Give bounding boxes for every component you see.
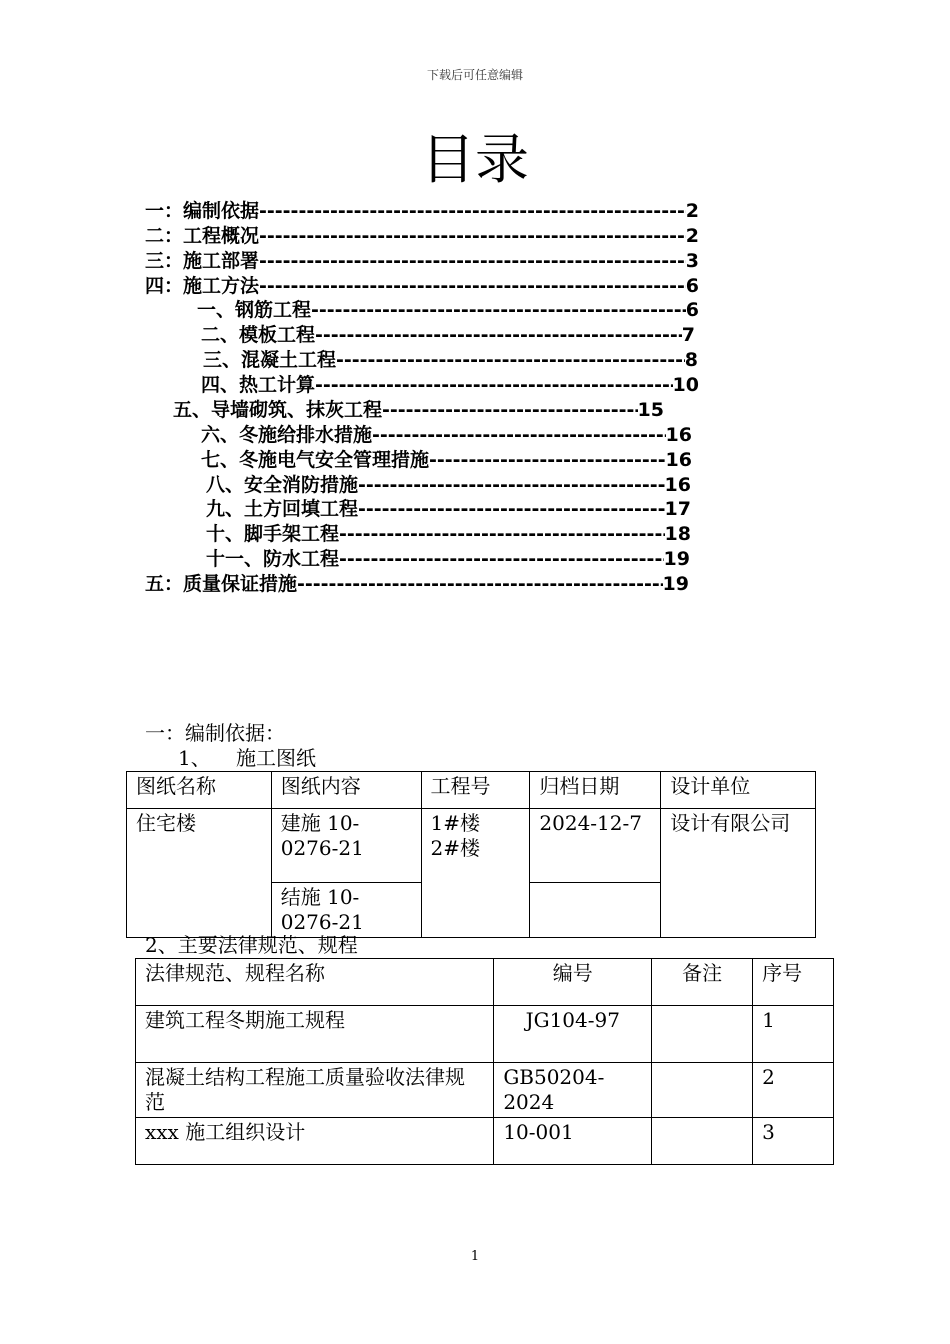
table-header-row xyxy=(136,959,834,1006)
toc-entry-text: 六、冬施给排水措施 xyxy=(201,424,373,446)
regulations-table xyxy=(135,958,834,1165)
regulation-note-cell xyxy=(652,1118,753,1165)
toc-entry[interactable] xyxy=(145,199,699,224)
toc-entry[interactable] xyxy=(201,323,695,348)
toc-entry[interactable] xyxy=(197,298,699,323)
page-number: 1 xyxy=(470,1249,480,1264)
table-header-cell: 归档日期 xyxy=(530,772,661,809)
toc-entry[interactable] xyxy=(145,224,699,249)
design-unit-cell: 设计有限公司 xyxy=(661,809,816,938)
regulation-code-cell: 10-001 xyxy=(494,1118,652,1165)
toc-entry[interactable] xyxy=(206,547,690,572)
toc-leader xyxy=(339,522,665,547)
toc-leader xyxy=(311,298,686,323)
drawing-content-cell: 结施 10-0276-21 xyxy=(271,883,421,938)
regulation-code-cell: GB50204-2024 xyxy=(494,1063,652,1118)
subsection-2-title: 2、主要法律规范、规程 xyxy=(145,933,358,957)
table-header-cell: 图纸名称 xyxy=(127,772,272,809)
toc-entry-page: 19 xyxy=(662,573,689,595)
toc-entry[interactable] xyxy=(201,448,692,473)
toc-entry-text: 十、脚手架工程 xyxy=(206,523,340,545)
regulation-name-cell: 混凝土结构工程施工质量验收法律规范 xyxy=(136,1063,494,1118)
subsection-1-number: 1、 xyxy=(178,746,211,770)
section-heading: 一：编制依据： xyxy=(145,721,285,745)
toc-entry-text: 七、冬施电气安全管理措施 xyxy=(201,449,430,471)
toc-entry-text: 八、安全消防措施 xyxy=(206,474,359,496)
toc-leader xyxy=(382,398,638,423)
toc-leader xyxy=(429,448,666,473)
toc-entry-page: 8 xyxy=(684,349,698,371)
toc-leader xyxy=(336,348,685,373)
toc-entry-text: 一：编制依据 xyxy=(145,200,260,222)
table-header-cell: 图纸内容 xyxy=(271,772,421,809)
toc-entry-text: 五：质量保证措施 xyxy=(145,573,298,595)
toc-entry-page: 6 xyxy=(685,299,699,321)
subsection-1-title: 施工图纸 xyxy=(236,746,316,770)
table-header-cell: 编号 xyxy=(494,959,652,1006)
toc-entry-page: 2 xyxy=(685,200,699,222)
toc-leader xyxy=(315,373,673,398)
toc-entry-text: 九、土方回填工程 xyxy=(206,498,359,520)
toc-entry-text: 十一、防水工程 xyxy=(206,548,340,570)
table-row xyxy=(136,1006,834,1063)
toc-entry-text: 三：施工部署 xyxy=(145,250,260,272)
toc-leader xyxy=(259,224,686,249)
toc-entry-page: 3 xyxy=(685,250,699,272)
toc-entry-page: 10 xyxy=(672,374,699,396)
toc-entry[interactable] xyxy=(145,249,699,274)
project-number-cell: 1#楼 2#楼 xyxy=(421,809,530,938)
toc-leader xyxy=(358,473,665,498)
toc-title: 目录 xyxy=(421,128,529,191)
toc-entry[interactable] xyxy=(206,522,691,547)
toc-entry[interactable] xyxy=(201,423,692,448)
drawings-table xyxy=(126,771,816,938)
toc-leader xyxy=(259,249,686,274)
table-row xyxy=(136,1063,834,1118)
toc-entry-page: 19 xyxy=(663,548,690,570)
regulation-seq-cell: 1 xyxy=(753,1006,834,1063)
toc-leader xyxy=(297,572,663,597)
table-header-cell: 法律规范、规程名称 xyxy=(136,959,494,1006)
drawing-name-cell: 住宅楼 xyxy=(127,809,272,938)
toc-leader xyxy=(259,274,686,299)
regulation-name-cell: xxx 施工组织设计 xyxy=(136,1118,494,1165)
table-header-cell: 设计单位 xyxy=(661,772,816,809)
header-note: 下载后可任意编辑 xyxy=(426,68,523,82)
toc-entry-text: 二、模板工程 xyxy=(201,324,316,346)
toc-entry-page: 15 xyxy=(637,399,664,421)
regulation-code-cell: JG104-97 xyxy=(494,1006,652,1063)
toc-entry-page: 16 xyxy=(665,449,692,471)
toc-leader xyxy=(358,497,665,522)
toc-entry-page: 18 xyxy=(664,523,691,545)
toc-entry-page: 17 xyxy=(664,498,691,520)
table-header-cell: 序号 xyxy=(753,959,834,1006)
toc-entry[interactable] xyxy=(145,274,699,299)
table-header-cell: 备注 xyxy=(652,959,753,1006)
regulation-seq-cell: 2 xyxy=(753,1063,834,1118)
table-header-row xyxy=(127,772,816,809)
toc-entry-text: 二：工程概况 xyxy=(145,225,260,247)
toc-entry-text: 五、导墙砌筑、抹灰工程 xyxy=(173,399,383,421)
toc-entry[interactable] xyxy=(201,373,699,398)
toc-entry-text: 一、钢筋工程 xyxy=(197,299,312,321)
toc-entry[interactable] xyxy=(206,473,691,498)
toc-entry-page: 2 xyxy=(685,225,699,247)
toc-entry[interactable] xyxy=(145,572,689,597)
toc-entry-page: 16 xyxy=(664,474,691,496)
table-row xyxy=(127,809,816,883)
toc-entry[interactable] xyxy=(203,348,698,373)
empty-cell xyxy=(530,883,661,938)
table-header-cell: 工程号 xyxy=(421,772,530,809)
toc-entry[interactable] xyxy=(206,497,691,522)
toc-leader xyxy=(339,547,664,572)
toc-entry-text: 四、热工计算 xyxy=(201,374,316,396)
regulation-note-cell xyxy=(652,1063,753,1118)
toc-entry-page: 16 xyxy=(665,424,692,446)
regulation-seq-cell: 3 xyxy=(753,1118,834,1165)
drawing-content-cell: 建施 10-0276-21 xyxy=(271,809,421,883)
toc-leader xyxy=(372,423,666,448)
regulation-name-cell: 建筑工程冬期施工规程 xyxy=(136,1006,494,1063)
toc-entry-text: 三、混凝土工程 xyxy=(203,349,337,371)
toc-entry-page: 6 xyxy=(685,275,699,297)
toc-leader xyxy=(315,323,682,348)
table-row xyxy=(136,1118,834,1165)
toc-leader xyxy=(259,199,686,224)
toc-entry-text: 四：施工方法 xyxy=(145,275,260,297)
toc-entry-page: 7 xyxy=(681,324,695,346)
toc-entry[interactable] xyxy=(173,398,664,423)
archive-date-cell: 2024-12-7 xyxy=(530,809,661,883)
regulation-note-cell xyxy=(652,1006,753,1063)
